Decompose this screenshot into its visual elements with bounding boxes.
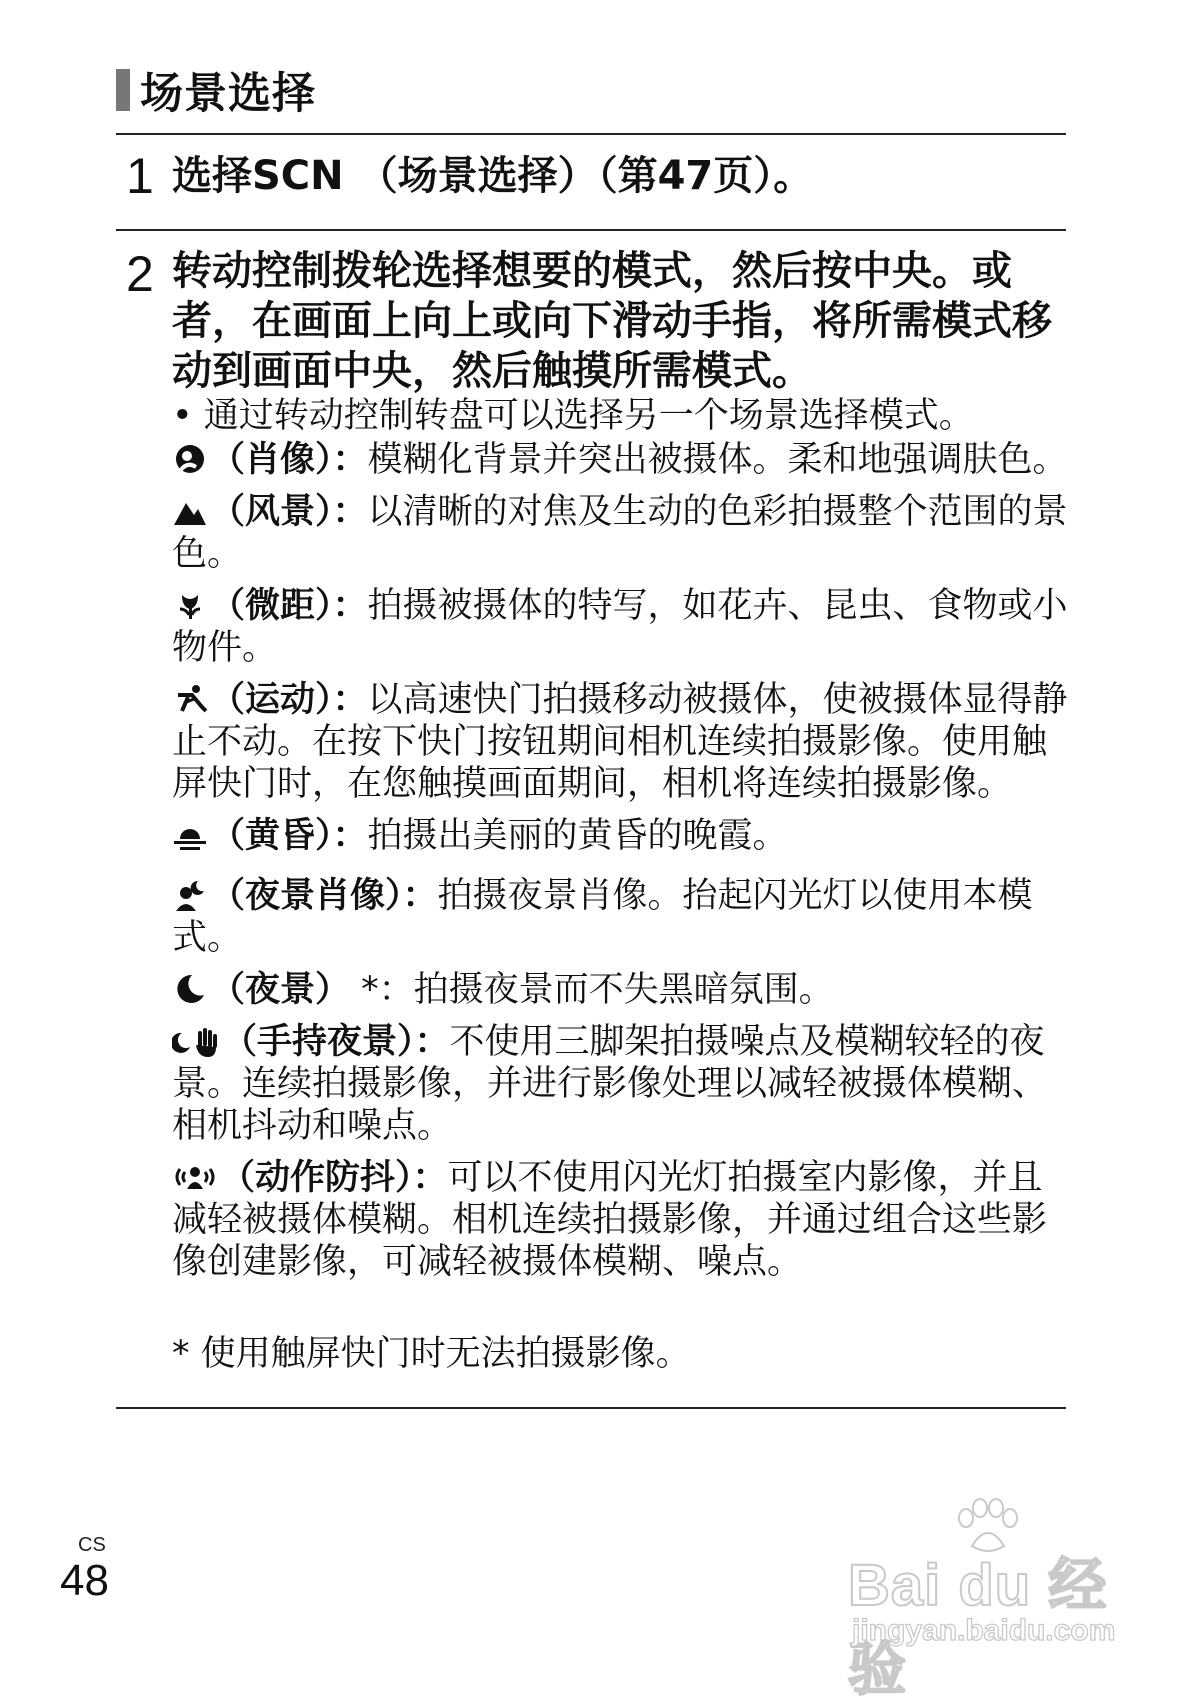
mode-night-portrait-name: （夜景肖像）：: [210, 876, 438, 916]
mode-descriptions: [172, 395, 1072, 1375]
sports-icon: [172, 681, 208, 717]
step-2-number: 2: [126, 246, 154, 302]
handheld-twilight-icon: [172, 1023, 220, 1059]
mode-portrait-name: （肖像）：: [210, 440, 368, 480]
step-1-text: 选择SCN （场景选择）（第47页）。: [172, 153, 814, 199]
mode-sports-name: （运动）：: [210, 680, 368, 720]
mode-sunset-desc: 拍摄出美丽的黄昏的晚霞。: [367, 816, 788, 856]
mode-sunset-name: （黄昏）：: [210, 816, 368, 856]
macro-icon: [172, 587, 208, 623]
baidu-watermark: [830, 1498, 1160, 1702]
mode-portrait-desc: 模糊化背景并突出被摄体。柔和地强调肤色。: [367, 440, 1068, 480]
divider-top: [116, 133, 1066, 135]
footnote: * 使用触屏快门时无法拍摄影像。: [172, 1334, 691, 1374]
portrait-icon: [172, 441, 208, 477]
mode-sports-desc: 以高速快门拍摄移动被摄体，使被摄体显得静止不动。在按下快门按钮期间相机连续拍摄影像。使用触屏快门时，在您触摸画面期间，相机将连续拍摄影像。: [172, 680, 1068, 804]
mode-sports: [172, 679, 1072, 805]
mode-macro-name: （微距）：: [210, 586, 368, 626]
watermark-logo-text: Bai du 经验: [848, 1553, 1108, 1702]
mode-anti-motion-blur-desc: 可以不使用闪光灯拍摄室内影像，并且减轻被摄体模糊。相机连续拍摄影像，并通过组合这些影像创建影像，可减轻被摄体模糊、噪点。: [172, 1158, 1048, 1282]
mode-macro: [172, 585, 1072, 669]
anti-motion-blur-icon: [172, 1159, 218, 1195]
mode-night-portrait: [172, 875, 1072, 959]
mode-night-portrait-desc: 拍摄夜景肖像。抬起闪光灯以使用本模式。: [172, 876, 1033, 958]
mode-handheld-twilight: [172, 1021, 1072, 1147]
mode-portrait: [172, 439, 1072, 481]
section-heading: [116, 60, 316, 120]
landscape-icon: [172, 493, 208, 529]
mode-handheld-twilight-desc: 不使用三脚架拍摄噪点及模糊较轻的夜景。连续拍摄影像，并进行影像处理以减轻被摄体模糊、相机抖动和噪点。: [172, 1022, 1048, 1146]
step-2-text: 转动控制拨轮选择想要的模式，然后按中央。或者，在画面上向上或向下滑动手指，将所需模式移动到画面中央，然后触摸所需模式。: [172, 248, 1052, 394]
mode-macro-desc: 拍摄被摄体的特写，如花卉、昆虫、食物或小物件。: [172, 586, 1068, 668]
divider-middle: [116, 229, 1066, 231]
watermark-url: jingyan.baidu.com: [852, 1614, 1116, 1647]
page-number: 48: [60, 1556, 109, 1605]
step-1: [116, 146, 1066, 210]
step-2: [116, 244, 1066, 394]
heading-bar: [116, 69, 130, 111]
mode-handheld-twilight-name: （手持夜景）：: [222, 1022, 450, 1062]
night-scene-icon: [172, 971, 208, 1007]
mode-night-scene-name: （夜景）: [210, 970, 351, 1010]
mode-night-scene-note: *：: [350, 970, 414, 1010]
night-portrait-icon: [172, 877, 208, 913]
sunset-icon: [172, 817, 208, 853]
mode-landscape-name: （风景）：: [210, 492, 368, 532]
page-language-code: CS: [78, 1534, 106, 1556]
mode-anti-motion-blur: [172, 1157, 1072, 1283]
divider-bottom: [116, 1407, 1066, 1409]
step-1-number: 1: [126, 148, 154, 204]
mode-night-scene: [172, 969, 1072, 1011]
section-title: 场景选择: [140, 68, 316, 119]
mode-landscape: [172, 491, 1072, 575]
mode-anti-motion-blur-name: （动作防抖）：: [220, 1158, 448, 1198]
mode-sunset: [172, 815, 1072, 857]
mode-night-scene-desc: 拍摄夜景而不失黑暗氛围。: [413, 970, 834, 1010]
mode-landscape-desc: 以清晰的对焦及生动的色彩拍摄整个范围的景色。: [172, 492, 1068, 574]
bullet-note: • 通过转动控制转盘可以选择另一个场景选择模式。: [172, 396, 974, 436]
